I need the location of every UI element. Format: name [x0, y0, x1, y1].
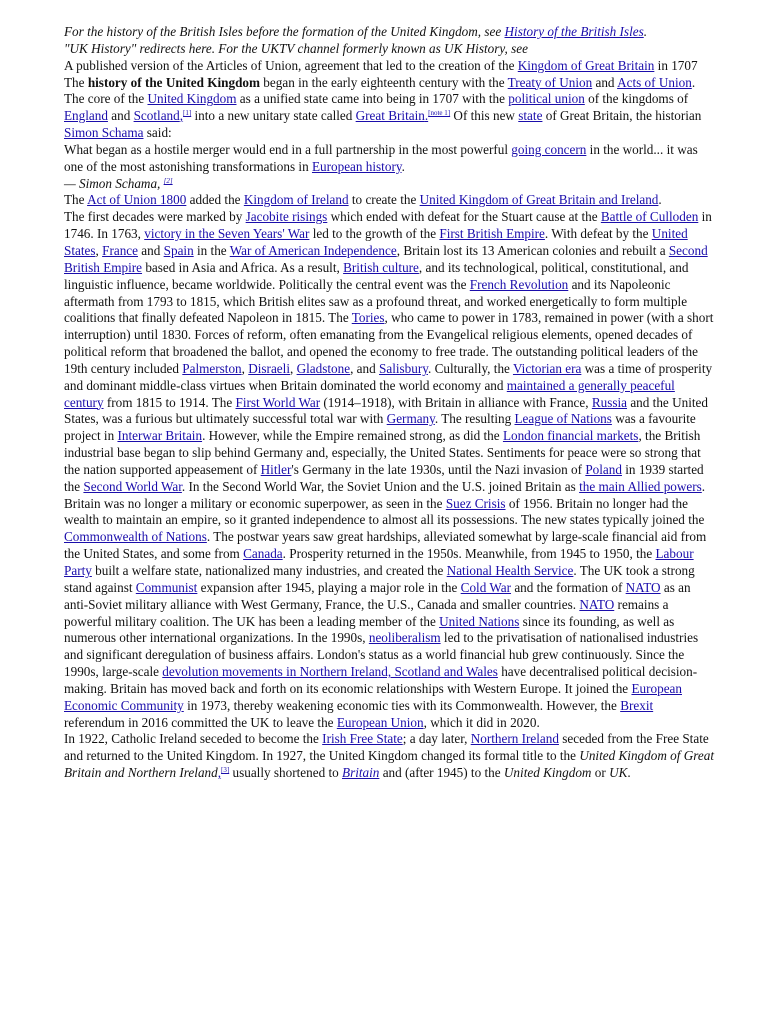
citation-link[interactable]: [1] — [183, 109, 192, 118]
wiki-link[interactable]: Russia — [591, 394, 628, 410]
wiki-link[interactable]: Brexit — [620, 697, 654, 713]
article-paragraph — [64, 176, 716, 193]
wiki-link[interactable]: Interwar Britain — [117, 428, 203, 444]
text-run: as an anti-Soviet military alliance with West Germany, France, the U.S., Canada and smaller countries. — [64, 579, 691, 612]
text-run: For the history of the British Isles before the formation of the United Kingdom, see — [64, 24, 505, 39]
wiki-link[interactable]: , — [179, 108, 184, 124]
wiki-link[interactable]: London financial markets — [502, 428, 639, 444]
text-run: , who came to power in 1783, remained in power (with a short interruption) until 1830. Forces of reform, often emanating from the Evangelical religious elements, opened decades of political reform that broadened the ballot, and opened the economy to free trade. The outstanding political leaders of the 19th century included — [64, 310, 714, 376]
wiki-link[interactable]: Britain — [342, 765, 380, 781]
citation-link[interactable]: [2] — [163, 176, 173, 185]
wiki-link[interactable]: Kingdom of Ireland — [243, 192, 349, 208]
text-run: . — [701, 478, 706, 494]
wiki-link[interactable]: NATO — [579, 596, 615, 612]
text-run: . — [627, 765, 631, 781]
text-run: said: — [143, 125, 172, 141]
wiki-link[interactable]: Great Britain — [355, 108, 425, 124]
text-run: . The UK took a strong stand against — [64, 563, 695, 595]
wiki-link[interactable]: Victorian era — [512, 360, 582, 376]
text-run: . The resulting — [434, 411, 515, 427]
text-run: . The postwar years saw great hardships, alleviated somewhat by large-scale financial aid from the United States, and some from — [64, 529, 707, 562]
text-run: Of this new — [450, 108, 519, 124]
text-run: of Great Britain, the historian — [542, 108, 702, 124]
text-run: of 1956. Britain no longer had the wealth to maintain an empire, so it granted independence to almost all its possessions. The new states typically joined the — [64, 495, 705, 528]
text-run: The — [64, 74, 88, 90]
text-run: led to the privatisation of nationalised industries and significant deregulation of business affairs. London's status as a world financial hub grew continuously. Since the 1990s, large-scale — [64, 630, 699, 680]
citation-sup — [428, 109, 450, 117]
wiki-link[interactable]: Canada — [243, 546, 283, 562]
wiki-link[interactable]: Disraeli — [248, 360, 290, 376]
wiki-link[interactable]: . — [424, 108, 429, 124]
text-run: . However, while the Empire remained strong, as did the — [202, 428, 503, 444]
citation-sup — [221, 766, 229, 774]
wiki-link[interactable]: War of American Independence — [229, 242, 397, 258]
text-run: was a favourite project in — [64, 411, 696, 444]
wiki-link[interactable]: Act of Union 1800 — [87, 192, 187, 208]
text-run: (1914–1918), with Britain in alliance with France, — [320, 394, 592, 410]
article-paragraph — [64, 496, 716, 732]
wiki-link[interactable]: Hitler — [260, 461, 292, 477]
wiki-link[interactable]: Battle of Culloden — [600, 209, 699, 225]
text-run: and (after 1945) to the — [379, 765, 504, 781]
article-paragraph — [64, 75, 716, 142]
text-run: and — [138, 242, 164, 258]
wiki-link[interactable]: United Kingdom — [147, 91, 237, 107]
text-run: based in Asia and Africa. As a result, — [142, 259, 344, 275]
citation-link[interactable]: [note 1] — [428, 109, 451, 118]
text-run: . The core of the — [64, 74, 696, 107]
text-run: in 1707 — [654, 57, 698, 73]
text-run: 's Germany in the late 1930s, until the Nazi invasion of — [291, 461, 586, 477]
wiki-link[interactable]: France — [102, 242, 138, 258]
text-run: A published version of the Articles of Union, agreement that led to the creation of the — [64, 57, 518, 73]
text-run: and — [592, 74, 618, 90]
text-run: . Culturally, the — [427, 360, 513, 376]
text-run: built a welfare state, nationalized many industries, and created the — [91, 563, 447, 578]
wiki-link[interactable]: Scotland — [133, 108, 180, 124]
wiki-link[interactable]: Kingdom of Great Britain — [517, 57, 655, 73]
text-run: into a new unitary state called — [191, 108, 356, 124]
text-run: In 1922, Catholic Ireland seceded to become the — [64, 731, 323, 747]
wiki-link[interactable]: United Kingdom of Great Britain and Ireland — [419, 192, 659, 208]
text-run: , Britain lost its 13 American colonies and rebuilt a — [396, 242, 669, 258]
text-run: in 1973, thereby weakening economic ties with its Commonwealth. However, the — [183, 697, 621, 713]
citation-sup — [183, 109, 191, 117]
text-run: of the kingdoms of — [584, 91, 689, 107]
text-run: What began as a hostile merger would end in a full partnership in the most powerful — [64, 141, 512, 157]
text-run: in the — [193, 242, 230, 258]
wiki-link[interactable]: going concern — [511, 141, 587, 157]
wiki-link[interactable]: Second World War — [83, 478, 182, 494]
wiki-link[interactable]: England — [64, 108, 108, 124]
wiki-link[interactable]: Germany — [386, 411, 435, 427]
wiki-link[interactable]: Second British Empire — [64, 242, 708, 275]
text-run: United Kingdom — [503, 765, 592, 781]
article-paragraph — [64, 58, 716, 75]
wiki-link[interactable]: devolution movements in Northern Ireland, Scotland and Wales — [162, 664, 498, 680]
wiki-link[interactable]: Labour Party — [64, 546, 694, 578]
wiki-link[interactable]: Poland — [585, 461, 622, 477]
citation-link[interactable]: [3] — [221, 766, 230, 775]
wiki-link[interactable]: the main Allied powers — [579, 478, 702, 494]
wiki-link[interactable]: European history — [311, 158, 402, 174]
wiki-link[interactable]: United States — [64, 226, 688, 258]
text-run: led to the growth of the — [309, 226, 440, 242]
text-run: from 1815 to 1914. The — [103, 394, 236, 410]
text-run: remains a powerful military coalition. The UK has been a leading member of the — [64, 596, 669, 629]
wiki-link[interactable]: Treaty of Union — [507, 74, 593, 90]
text-run: or — [591, 765, 610, 781]
text-run: to create the — [348, 192, 420, 208]
text-run: was a time of prosperity and dominant middle-class virtues when Britain dominated the world economy and — [64, 360, 713, 393]
wiki-link[interactable]: League of Nations — [514, 411, 612, 427]
wiki-link[interactable]: Cold War — [460, 579, 512, 595]
text-run: . — [643, 24, 648, 39]
article-paragraph — [64, 192, 716, 209]
wiki-link[interactable]: NATO — [625, 579, 661, 595]
text-run: have decentralised political decision-making. Britain has moved back and forth on its economic relationships with Western Europe. It joined the — [64, 664, 698, 696]
text-run: since its founding, as well as numerous other international organizations. In the 1990s, — [64, 613, 675, 646]
wiki-link[interactable]: United Nations — [439, 613, 520, 629]
wiki-link[interactable]: European Union — [336, 714, 424, 730]
text-run: . — [401, 158, 405, 174]
article-paragraph — [64, 731, 716, 782]
wiki-link[interactable]: European Economic Community — [64, 680, 682, 713]
text-run: — Simon Schama, — [64, 175, 164, 191]
wiki-link[interactable]: First British Empire — [439, 226, 545, 242]
wiki-link[interactable]: French Revolution — [469, 276, 569, 292]
wiki-link[interactable]: Simon Schama — [64, 125, 144, 141]
citation-sup — [164, 177, 173, 185]
text-run: , the British industrial base began to slip behind Germany and, especially, the United States. Sentiments for peace were so strong that the nation supported appeasement of — [64, 428, 701, 477]
text-run: in 1939 started the — [64, 461, 704, 494]
article-body — [64, 24, 716, 782]
text-run: . With defeat by the — [544, 226, 652, 242]
text-run: and the United States, was a furious but ultimately successful total war with — [64, 394, 708, 427]
text-run: began in the early eighteenth century with the — [260, 74, 508, 90]
article-paragraph — [64, 24, 716, 41]
article-paragraph — [64, 209, 716, 495]
wiki-link[interactable]: Acts of Union — [617, 74, 692, 90]
text-run: in the world... it was one of the most astonishing transformations in — [64, 141, 698, 174]
text-run: and — [107, 108, 134, 124]
text-run: expansion after 1945, playing a major role in the — [197, 579, 461, 595]
text-run: . Prosperity returned in the 1950s. Meanwhile, from 1945 to 1950, the — [282, 546, 656, 562]
text-run: , which it did in 2020. — [423, 714, 540, 730]
text-run: ; a day later, — [402, 731, 471, 747]
wiki-link[interactable]: Irish Free State — [322, 731, 403, 747]
text-run: "UK History" redirects here. For the UKTV channel formerly known as UK History, see — [64, 40, 528, 56]
text-run: , and its technological, political, constitutional, and linguistic influence, became worldwide. Politically the central event was the — [64, 259, 689, 292]
wiki-link[interactable]: state — [518, 108, 543, 124]
text-run: , — [95, 242, 103, 258]
text-run: , — [241, 360, 249, 376]
wiki-link[interactable]: maintained a generally peaceful century — [64, 377, 675, 410]
text-run: which ended with defeat for the Stuart cause at the — [327, 209, 601, 225]
text-run: seceded from the Free State and returned to the United Kingdom. In 1927, the United Kingdom changed its formal title to the — [64, 731, 709, 764]
text-run: . In the Second World War, the Soviet Union and the U.S. joined Britain as — [181, 478, 580, 494]
text-run: referendum in 2016 committed the UK to leave the — [64, 714, 337, 730]
text-run: as a unified state came into being in 1707 with the — [236, 91, 509, 107]
wiki-link[interactable]: Commonwealth of Nations — [64, 529, 207, 545]
wiki-link[interactable]: Northern Ireland — [470, 731, 559, 747]
wiki-link[interactable]: neoliberalism — [368, 630, 441, 646]
text-run: and the formation of — [511, 579, 626, 595]
text-run: The — [64, 192, 88, 208]
text-run: Britain was no longer a military or economic superpower, as seen in the — [64, 495, 446, 511]
article-paragraph — [64, 142, 716, 176]
text-run: The first decades were marked by — [64, 209, 246, 225]
wiki-link[interactable]: Salisbury — [379, 360, 428, 376]
wiki-link[interactable]: British culture — [343, 259, 419, 275]
wiki-link[interactable]: History of the British Isles — [504, 24, 644, 39]
text-run: added the — [186, 192, 244, 208]
wiki-link[interactable]: Tories — [351, 310, 385, 326]
wiki-link[interactable]: victory in the Seven Years' War — [144, 226, 310, 242]
article-subject: history of the United Kingdom — [87, 74, 260, 90]
text-run: , and — [350, 360, 379, 376]
wiki-link[interactable]: Suez Crisis — [445, 495, 506, 511]
wiki-link[interactable]: , — [217, 765, 222, 781]
article-paragraph — [64, 41, 716, 58]
wiki-link[interactable]: First World War — [235, 394, 321, 410]
text-run: UK — [609, 765, 628, 781]
wiki-link[interactable]: Communist — [135, 579, 198, 595]
wiki-link[interactable]: political union — [508, 91, 585, 107]
text-run: in 1746. In 1763, — [64, 209, 712, 242]
text-run: , — [289, 360, 297, 376]
text-run: . — [658, 192, 662, 208]
text-run: usually shortened to — [229, 765, 343, 781]
text-run: and its Napoleonic aftermath from 1793 to 1815, which British elites saw as a profound threat, and worked energetically to form multiple coalitions that finally defeated Napoleon in 1815. The — [64, 276, 688, 326]
wiki-link[interactable]: Gladstone — [296, 360, 351, 376]
wiki-link[interactable]: Palmerston — [182, 360, 242, 376]
text-run: United Kingdom of Great Britain and Northern Ireland — [64, 748, 714, 781]
wiki-link[interactable]: Jacobite risings — [245, 209, 328, 225]
wiki-link[interactable]: Spain — [163, 242, 194, 258]
wiki-link[interactable]: National Health Service — [446, 563, 574, 578]
